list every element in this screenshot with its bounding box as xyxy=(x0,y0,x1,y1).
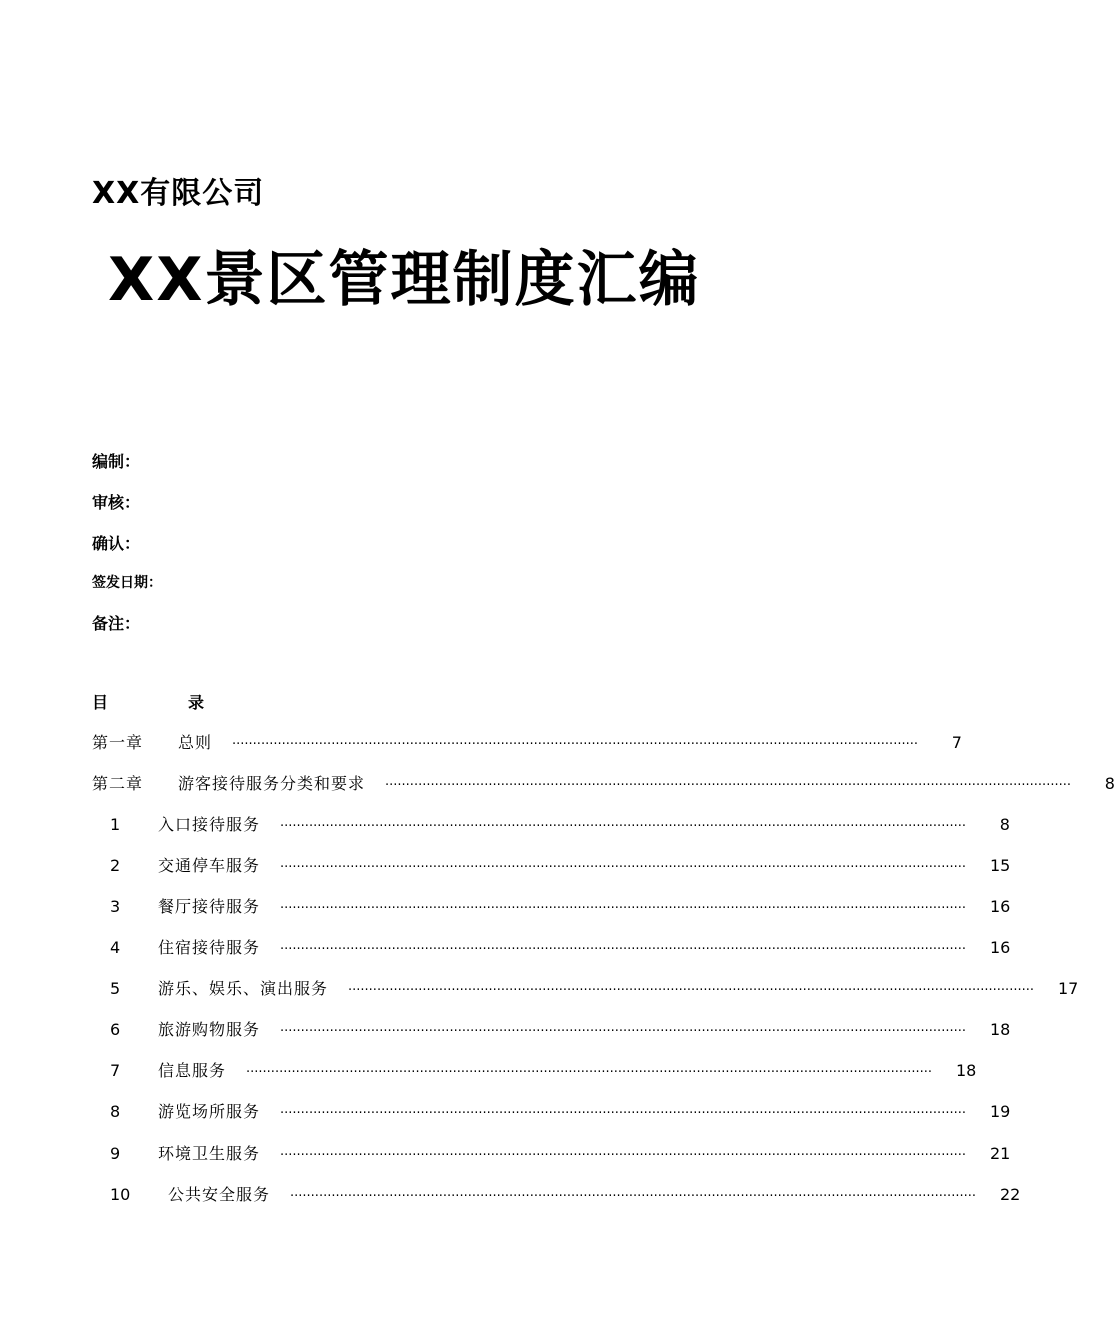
toc-entry[interactable] xyxy=(92,936,1011,960)
toc-entry[interactable] xyxy=(92,977,1079,1001)
toc-leader-dots: ······································································································································································ xyxy=(280,819,966,834)
toc-entry-title: 旅游购物服务 xyxy=(158,1020,261,1039)
toc-leader-dots: ······································································································································································ xyxy=(290,1189,976,1204)
toc-entry-title: 公共安全服务 xyxy=(168,1185,271,1204)
company-name: XX有限公司 xyxy=(92,176,265,211)
toc-entry[interactable] xyxy=(92,1059,977,1083)
toc-entry-number: 10 xyxy=(110,1185,131,1204)
toc-entry[interactable] xyxy=(92,1100,1011,1124)
toc-entry-page: 18 xyxy=(955,1061,977,1080)
toc-entry-title: 信息服务 xyxy=(158,1061,227,1080)
toc-leader-dots: ······································································································································································ xyxy=(385,778,1071,793)
toc-entry-number: 9 xyxy=(110,1144,121,1163)
toc-leader-dots: ······································································································································································ xyxy=(232,737,918,752)
toc-entry-page: 16 xyxy=(989,897,1011,916)
toc-leader-dots: ······································································································································································ xyxy=(280,1106,966,1121)
toc-entry-title: 总则 xyxy=(178,733,213,752)
meta-field-confirmer: 确认： xyxy=(92,534,141,553)
toc-leader-dots: ······································································································································································ xyxy=(280,942,966,957)
toc-entry-title: 游客接待服务分类和要求 xyxy=(178,774,366,793)
toc-entry-number: 6 xyxy=(110,1020,121,1039)
toc-leader-dots: ······································································································································································ xyxy=(280,860,966,875)
toc-entry-number: 2 xyxy=(110,856,121,875)
toc-entry-page: 8 xyxy=(1104,774,1115,793)
toc-entry[interactable] xyxy=(92,1018,1011,1042)
toc-heading-left: 目 xyxy=(92,693,109,712)
toc-entry-title: 交通停车服务 xyxy=(158,856,261,875)
toc-entry-title: 入口接待服务 xyxy=(158,815,261,834)
toc-entry-page: 7 xyxy=(951,733,962,752)
toc-entry-page: 8 xyxy=(999,815,1010,834)
toc-entry[interactable] xyxy=(92,1142,1011,1166)
toc-entry-title: 住宿接待服务 xyxy=(158,938,261,957)
toc-heading-right: 录 xyxy=(188,693,205,712)
toc-entry-number: 5 xyxy=(110,979,121,998)
toc-entry-number: 第一章 xyxy=(92,733,144,752)
toc-entry-page: 15 xyxy=(989,856,1011,875)
toc-entry-number: 7 xyxy=(110,1061,121,1080)
toc-entry-number: 4 xyxy=(110,938,121,957)
toc-leader-dots: ······································································································································································ xyxy=(246,1065,932,1080)
meta-field-reviewer: 审核： xyxy=(92,493,141,512)
toc-entry-title: 餐厅接待服务 xyxy=(158,897,261,916)
toc-entry-number: 3 xyxy=(110,897,121,916)
toc-entry[interactable] xyxy=(92,813,1010,837)
toc-entry-title: 环境卫生服务 xyxy=(158,1144,261,1163)
toc-entry[interactable] xyxy=(92,731,962,755)
toc-entry-page: 21 xyxy=(989,1144,1011,1163)
toc-entry[interactable] xyxy=(92,854,1011,878)
toc-leader-dots: ······································································································································································ xyxy=(280,1024,966,1039)
toc-entry-title: 游览场所服务 xyxy=(158,1102,261,1121)
toc-entry-page: 22 xyxy=(999,1185,1021,1204)
toc-leader-dots: ······································································································································································ xyxy=(348,983,1034,998)
toc-entry-number: 8 xyxy=(110,1102,121,1121)
toc-entry-number: 1 xyxy=(110,815,121,834)
toc-entry-page: 19 xyxy=(989,1102,1011,1121)
toc-entry-page: 18 xyxy=(989,1020,1011,1039)
toc-entry-page: 16 xyxy=(989,938,1011,957)
toc-entry[interactable] xyxy=(92,1183,1021,1207)
meta-field-remarks: 备注： xyxy=(92,614,141,633)
toc-heading xyxy=(92,690,204,713)
toc-entry-number: 第二章 xyxy=(92,774,144,793)
toc-entry[interactable] xyxy=(92,772,1115,796)
document-title: XX景区管理制度汇编 xyxy=(108,245,701,315)
toc-entry[interactable] xyxy=(92,895,1011,919)
toc-leader-dots: ······································································································································································ xyxy=(280,901,966,916)
toc-entry-title: 游乐、娱乐、演出服务 xyxy=(158,979,329,998)
toc-entry-page: 17 xyxy=(1057,979,1079,998)
meta-field-issue-date: 签发日期： xyxy=(92,575,162,591)
meta-field-compiler: 编制： xyxy=(92,452,141,471)
toc-leader-dots: ······································································································································································ xyxy=(280,1148,966,1163)
